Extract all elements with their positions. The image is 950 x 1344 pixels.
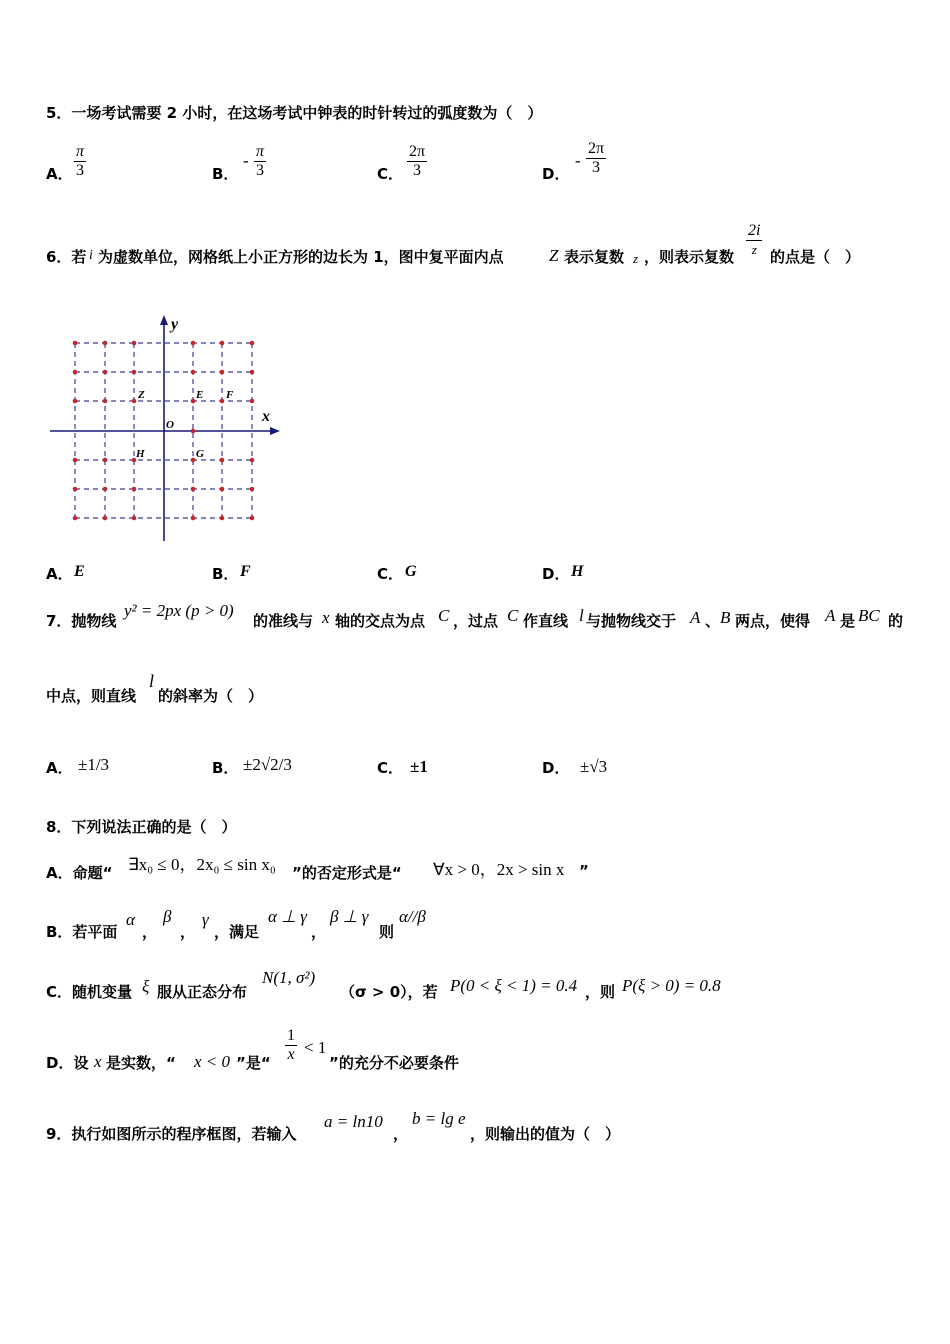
q6-option-d-value: H bbox=[571, 563, 584, 580]
q8-d-fraction: $\frac{1}{x}$ bbox=[287, 1027, 295, 1063]
x-axis-arrow bbox=[270, 427, 280, 435]
q8-a-math1: ∃x₀ ≤ 0，2x₀ ≤ sin x₀ bbox=[128, 855, 276, 874]
q6-option-a-label: A． bbox=[46, 565, 73, 583]
q5-option-c-label: C． bbox=[377, 165, 404, 183]
q5-option-b-fraction: $\frac{\pi}{3}$ bbox=[256, 143, 265, 179]
point-label-f: F bbox=[226, 389, 234, 401]
q5-option-a-label: A． bbox=[46, 165, 73, 183]
q6-option-b-label: B． bbox=[212, 565, 239, 583]
q7-option-a-label: A． bbox=[46, 759, 73, 777]
q5-option-b-label: B． bbox=[212, 165, 239, 183]
q8-a-math2: ∀x > 0，2x > sin x bbox=[433, 860, 565, 879]
origin-label: O bbox=[166, 419, 174, 431]
q7-option-b-label: B． bbox=[212, 759, 239, 777]
complex-plane-figure bbox=[40, 305, 290, 550]
q6-option-d-label: D． bbox=[542, 565, 570, 583]
q5-option-c-fraction: $\frac{2\pi}{3}$ bbox=[409, 143, 426, 179]
q6-option-a-value: E bbox=[74, 563, 85, 580]
q7-option-d-label: D． bbox=[542, 759, 570, 777]
q7-option-d-value: ±√3 bbox=[580, 757, 608, 776]
q7-equation: y² = 2px (p > 0) bbox=[124, 601, 234, 620]
q6-fraction: 2i z bbox=[748, 222, 761, 257]
point-label-h: H bbox=[136, 448, 145, 460]
q7-option-c-label: C． bbox=[377, 759, 404, 777]
axis-label-y: y bbox=[171, 316, 179, 333]
q7-option-a-value: ±1/3 bbox=[78, 755, 110, 774]
q5-option-d-sign: - bbox=[575, 151, 581, 170]
axes bbox=[50, 315, 280, 541]
q8-stem: 8．下列说法正确的是（ ） bbox=[46, 818, 237, 836]
q7-option-b-value: ±2√2/3 bbox=[243, 755, 292, 774]
y-axis-arrow bbox=[160, 315, 168, 325]
q6-option-b-value: F bbox=[240, 563, 251, 580]
q6-option-c-label: C． bbox=[377, 565, 404, 583]
q5-option-d-label: D． bbox=[542, 165, 570, 183]
point-label-g: G bbox=[196, 448, 204, 460]
q7-option-c-value: ±1 bbox=[410, 757, 428, 776]
q5-option-b-sign: - bbox=[243, 151, 249, 170]
q5-option-a-fraction: $\frac{\pi}{3}$ bbox=[76, 143, 85, 179]
q6-option-c-value: G bbox=[405, 563, 417, 580]
q5-option-d-fraction: $\frac{2\pi}{3}$ bbox=[588, 140, 605, 176]
point-label-z: Z bbox=[138, 389, 145, 401]
point-label-e: E bbox=[196, 389, 204, 401]
axis-label-x: x bbox=[262, 408, 270, 425]
q5-stem: 5．一场考试需要 2 小时，在这场考试中钟表的时针转过的弧度数为（ ） bbox=[46, 104, 543, 122]
